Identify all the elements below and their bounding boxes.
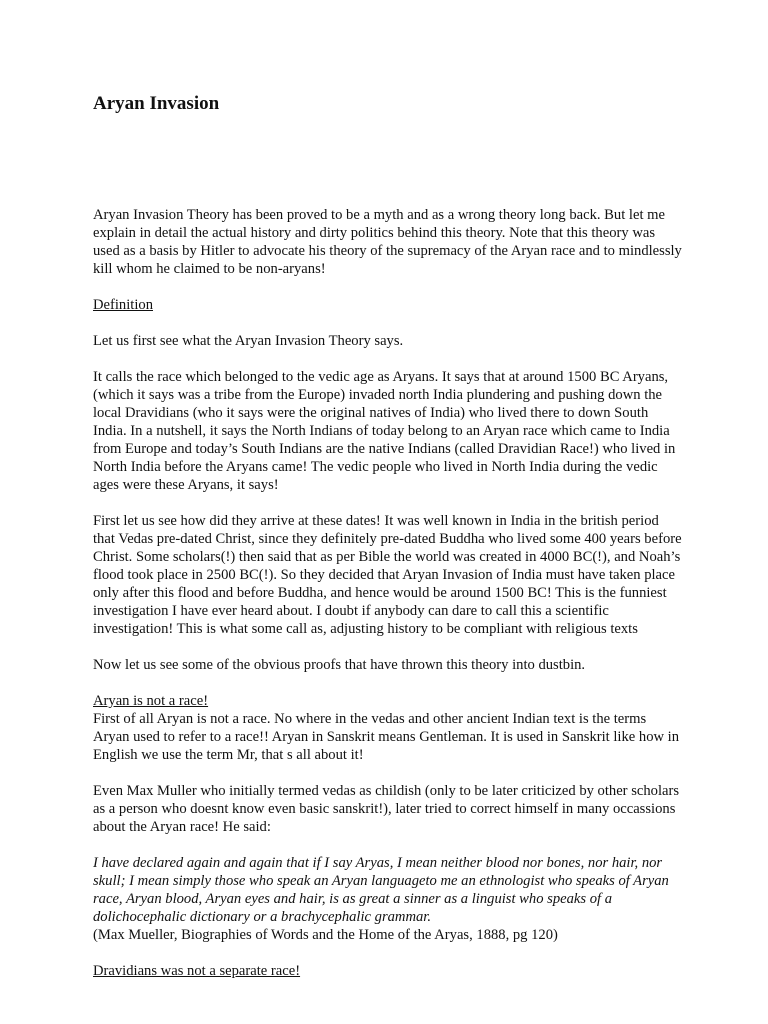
not-race-paragraph: First of all Aryan is not a race. No where in the vedas and other ancient Indian text is the terms Aryan used to refer to a race!! Aryan in Sanskrit means Gentleman. It is used in Sanskrit like how in English we use the term Mr, that s all about it! [93, 711, 680, 763]
intro-paragraph: Aryan Invasion Theory has been proved to be a myth and as a wrong theory long back. But let me explain in detail the actual history and dirty politics behind this theory. Note that this theory was used as a basis by Hitler to advocate his theory of the supremacy of the Aryan race and to mindlessly kill whom he claimed to be non-aryans! [93, 207, 682, 277]
document-title: Aryan Invasion [93, 93, 220, 114]
dates-paragraph: First let us see how did they arrive at these dates! It was well known in India in the british period that Vedas pre-dated Christ, since they definitely pre-dated Buddha who lived some 400 years before Christ. Some scholars(!) then said that as per Bible the world was created in 4000 BC(!), and Noah’s flood took place in 2500 BC(!). So they decided that Aryan Invasion of India must have taken place only after this flood and before Buddha, and hence would be around 1500 BC! This is the funniest investigation I have ever heard about. I doubt if anybody can dare to call this a scientific investigation! This is what some call as, adjusting history to be compliant with religious texts [93, 513, 682, 637]
dravidian-heading: Dravidians was not a separate race! [93, 963, 301, 979]
definition-body-paragraph: It calls the race which belonged to the vedic age as Aryans. It says that at around 1500 BC Aryans, (which it says was a tribe from the Europe) invaded north India plundering and pushing down the local Dravidians (who it says were the original natives of India) who lived there to down South India. In a nutshell, it says the North Indians of today belong to an Aryan race which came to India from Europe and today’s South Indians are the native Indians (called Dravidian Race!) who lived in North India before the Aryans came! The vedic people who lived in North India during the vedic ages were these Aryans, it says! [93, 369, 676, 493]
document-body [93, 206, 683, 998]
quote-citation: (Max Mueller, Biographies of Words and the Home of the Aryas, 1888, pg 120) [93, 927, 558, 943]
quote-block [93, 854, 683, 944]
not-race-heading [93, 692, 683, 710]
not-race-heading-text: Aryan is not a race! [93, 693, 209, 709]
muller-lead-paragraph: Even Max Muller who initially termed vedas as childish (only to be later criticized by other scholars as a person who doesnt know even basic sanskrit!), later tried to correct himself in many occassions about the Aryan race! He said: [93, 783, 680, 835]
proofs-lead-paragraph: Now let us see some of the obvious proofs that have thrown this theory into dustbin. [93, 657, 586, 673]
muller-quote: I have declared again and again that if I say Aryas, I mean neither blood nor bones, nor hair, nor skull; I mean simply those who speak an Aryan languageto me an ethnologist who speaks of Aryan race, Aryan blood, Aryan eyes and hair, is as great a sinner as a linguist who speaks of a dolichocephalic dictionary or a brachycephalic grammar. [93, 855, 669, 925]
definition-heading: Definition [93, 297, 153, 313]
definition-lead-paragraph: Let us first see what the Aryan Invasion Theory says. [93, 333, 404, 349]
